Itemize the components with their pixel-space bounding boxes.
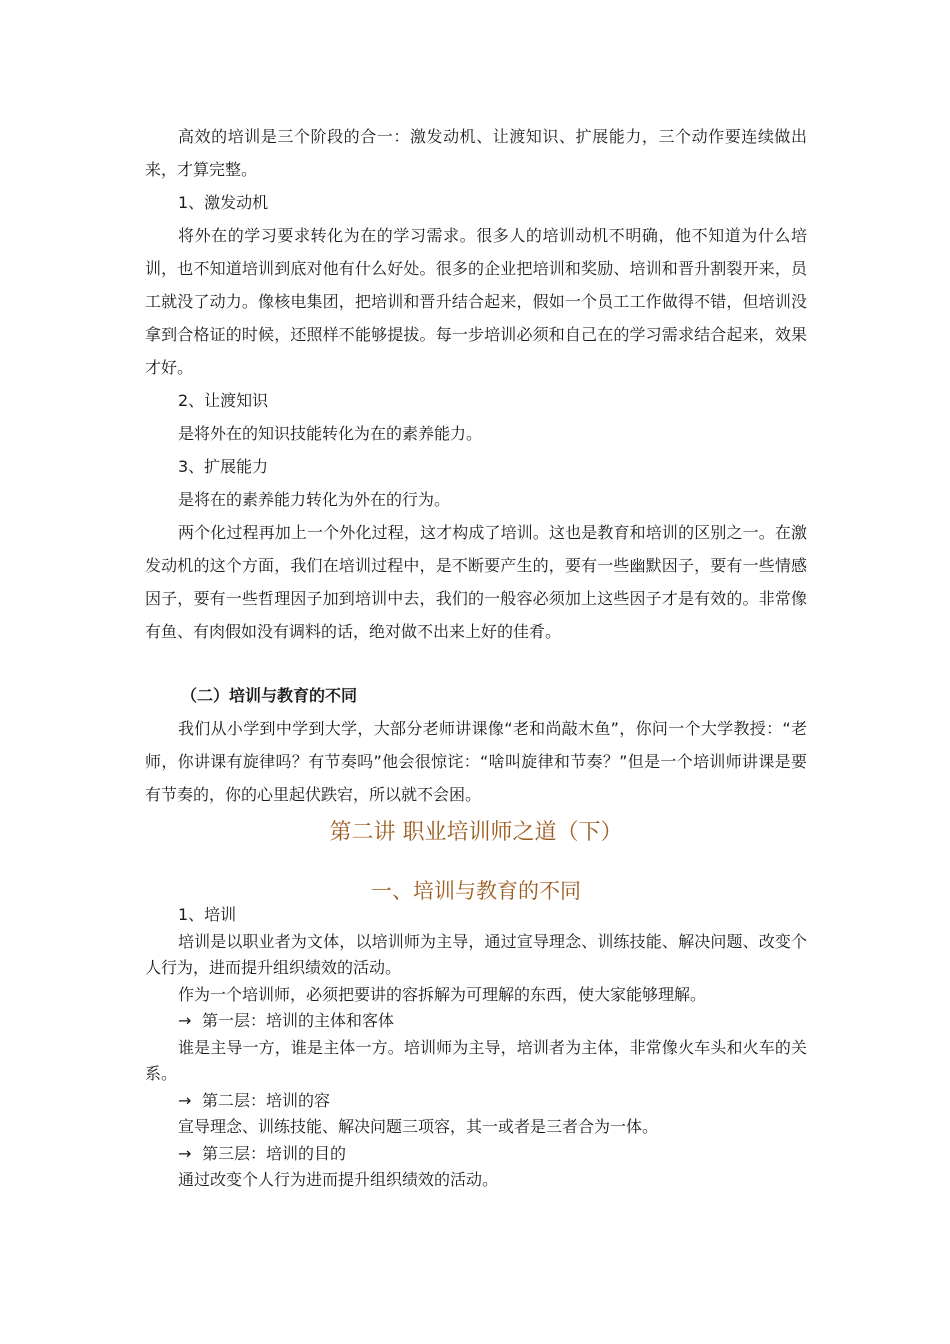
item2-paragraph: 是将外在的知识技能转化为在的素养能力。 [178,424,483,443]
layer1-title: 第一层：培训的主体和客体 [202,1011,395,1030]
item3-paragraph: 是将在的素养能力转化为外在的行为。 [178,490,451,509]
lecture-title: 第二讲 职业培训师之道（下） [329,820,623,845]
layer2-title-line [145,1088,807,1115]
arrow-right-icon: → [178,1011,192,1030]
arrow-right-icon: → [178,1143,192,1163]
item2-title: 2、让渡知识 [178,391,269,410]
layer3-title: 第三层：培训的目的 [202,1143,347,1163]
trainer-note: 作为一个培训师，必须把要讲的容拆解为可理解的东西，使大家能够理解。 [178,984,707,1004]
lecture-body [145,902,807,1194]
item1-paragraph: 将外在的学习要求转化为在的学习需求。很多人的培训动机不明确，他不知道为什么培训，也不知道培训到底对他有什么好处。很多的企业把培训和奖励、培训和晋升割裂开来，员工就没了动力。像核电集团，把培训和晋升结合起来，假如一个员工工作做得不错，但培训没拿到合格证的时候，还照样不能够提拔。每一步培训必须和自己在的学习需求结合起来，效果才好。 [145,226,807,377]
layer2-paragraph: 宣导理念、训练技能、解决问题三项容，其一或者是三者合为一体。 [178,1117,659,1136]
section1-body [145,120,807,648]
arrow-right-icon: → [178,1090,192,1110]
lecture-subtitle: 一、培训与教育的不同 [371,879,581,903]
item3-title: 3、扩展能力 [178,457,269,476]
layer1-paragraph: 谁是主导一方，谁是主体一方。培训师为主导，培训者为主体，非常像火车头和火车的关系。 [145,1037,807,1083]
training-item-title: 1、培训 [178,905,237,924]
layer1-title-line [145,1008,807,1035]
layer3-paragraph: 通过改变个人行为进而提升组织绩效的活动。 [178,1170,499,1189]
section2-body [145,679,807,811]
training-definition: 培训是以职业者为文体，以培训师为主导，通过宣导理念、训练技能、解决问题、改变个人行为，进而提升组织绩效的活动。 [145,931,807,977]
layer3-title-line [145,1141,807,1168]
section2-subheading: （二）培训与教育的不同 [181,686,358,705]
layer2-title: 第二层：培训的容 [202,1090,331,1110]
item1-title: 1、激发动机 [178,193,269,212]
section2-paragraph: 我们从小学到中学到大学，大部分老师讲课像“老和尚敲木鱼”，你问一个大学教授：“老师，你讲课有旋律吗？有节奏吗”他会很惊诧：“啥叫旋律和节奏？”但是一个培训师讲课是要有节奏的，你的心里起伏跌宕，所以就不会困。 [145,719,807,804]
intro-paragraph: 高效的培训是三个阶段的合一：激发动机、让渡知识、扩展能力，三个动作要连续做出来，才算完整。 [145,127,807,179]
closing-paragraph: 两个化过程再加上一个外化过程，这才构成了培训。这也是教育和培训的区别之一。在激发动机的这个方面，我们在培训过程中，是不断要产生的，要有一些幽默因子，要有一些情感因子，要有一些哲理因子加到培训中去，我们的一般容必须加上这些因子才是有效的。非常像有鱼、有肉假如没有调料的话，绝对做不出来上好的佳肴。 [145,523,807,641]
